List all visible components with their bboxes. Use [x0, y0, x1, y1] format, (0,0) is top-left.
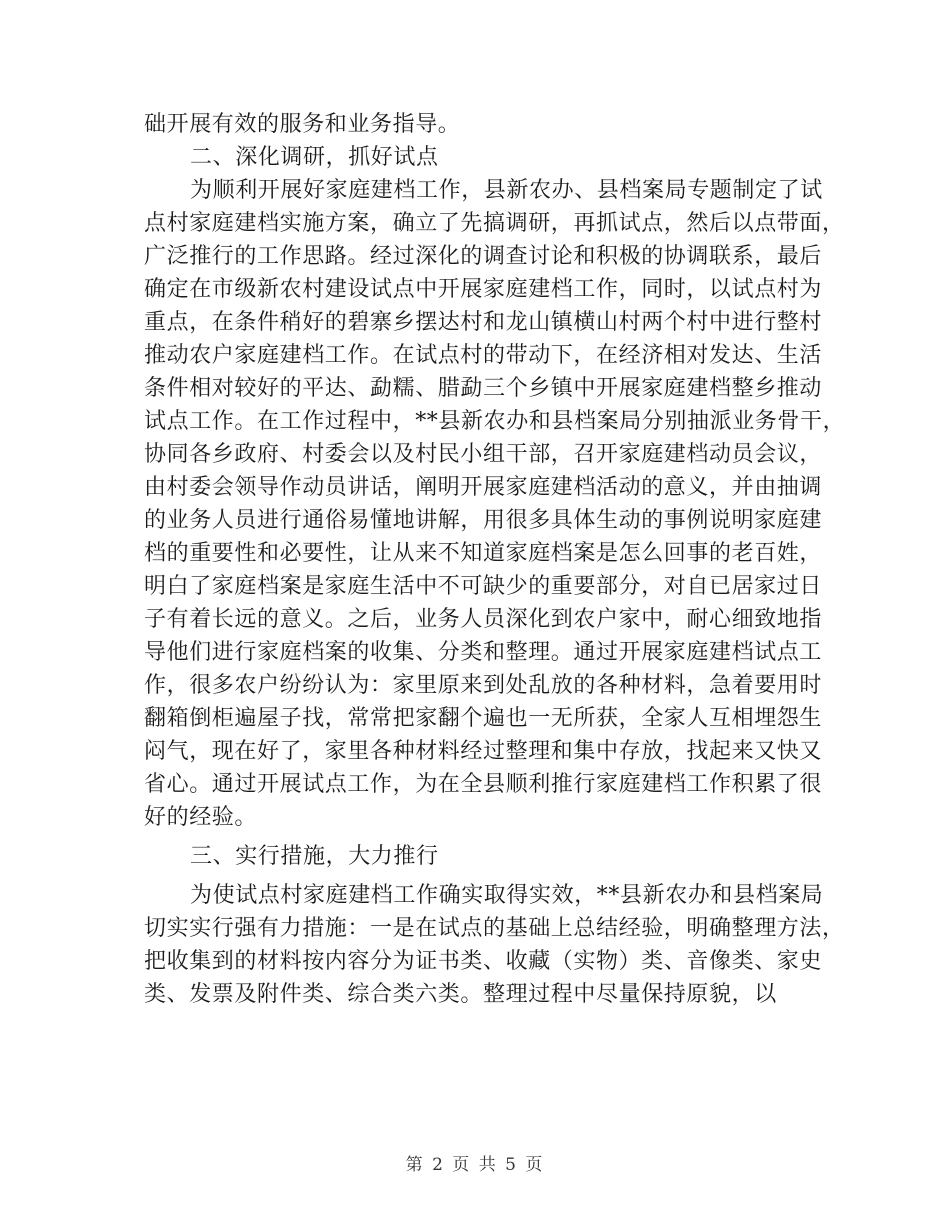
paragraph-line: 由村委会领导作动员讲话，阐明开展家庭建档活动的意义，并由抽调	[144, 475, 823, 500]
paragraph-line: 省心。通过开展试点工作，为在全县顺利推行家庭建档工作积累了很	[144, 772, 823, 797]
paragraph-line: 作，很多农户纷纷认为：家里原来到处乱放的各种材料，急着要用时	[144, 673, 823, 698]
paragraph-line: 把收集到的材料按内容分为证书类、收藏（实物）类、音像类、家史	[144, 949, 823, 974]
paragraph-line: 条件相对较好的平达、勐糯、腊勐三个乡镇中开展家庭建档整乡推动	[144, 376, 823, 401]
section-heading-3: 三、实行措施，大力推行	[190, 844, 439, 869]
paragraph-line: 切实实行强有力措施：一是在试点的基础上总结经验，明确整理方法，	[144, 916, 845, 941]
paragraph-line: 翻箱倒柜遍屋子找，常常把家翻个遍也一无所获，全家人互相埋怨生	[144, 706, 823, 731]
paragraph-line: 的业务人员进行通俗易懂地讲解，用很多具体生动的事例说明家庭建	[144, 508, 823, 533]
paragraph-line: 重点，在条件稍好的碧寨乡摆达村和龙山镇横山村两个村中进行整村	[144, 310, 823, 335]
paragraph-line: 好的经验。	[144, 805, 258, 830]
section-heading-2: 二、深化调研，抓好试点	[190, 145, 439, 170]
paragraph-line: 广泛推行的工作思路。经过深化的调查讨论和积极的协调联系，最后	[144, 244, 823, 269]
paragraph-line: 推动农户家庭建档工作。在试点村的带动下，在经济相对发达、生活	[144, 343, 823, 368]
paragraph-line: 导他们进行家庭档案的收集、分类和整理。通过开展家庭建档试点工	[144, 640, 823, 665]
paragraph-line: 试点工作。在工作过程中，**县新农办和县档案局分别抽派业务骨干，	[144, 409, 846, 434]
paragraph-line: 为顺利开展好家庭建档工作，县新农办、县档案局专题制定了试	[190, 178, 823, 203]
paragraph-line: 类、发票及附件类、综合类六类。整理过程中尽量保持原貌，以	[144, 982, 777, 1007]
paragraph-line: 点村家庭建档实施方案，确立了先搞调研，再抓试点，然后以点带面，	[144, 211, 845, 236]
paragraph-line: 确定在市级新农村建设试点中开展家庭建档工作，同时，以试点村为	[144, 277, 823, 302]
paragraph-line: 明白了家庭档案是家庭生活中不可缺少的重要部分，对自已居家过日	[144, 574, 823, 599]
paragraph-line: 闷气，现在好了，家里各种材料经过整理和集中存放，找起来又快又	[144, 739, 823, 764]
page-number-footer: 第 2 页 共 5 页	[405, 1155, 545, 1175]
paragraph-line: 子有着长远的意义。之后，业务人员深化到农户家中，耐心细致地指	[144, 607, 823, 632]
paragraph-line: 为使试点村家庭建档工作确实取得实效，**县新农办和县档案局	[190, 883, 824, 908]
paragraph-continuation: 础开展有效的服务和业务指导。	[144, 112, 461, 137]
paragraph-line: 协同各乡政府、村委会以及村民小组干部，召开家庭建档动员会议，	[144, 442, 823, 467]
paragraph-line: 档的重要性和必要性，让从来不知道家庭档案是怎么回事的老百姓，	[144, 541, 823, 566]
document-body	[144, 108, 846, 1011]
